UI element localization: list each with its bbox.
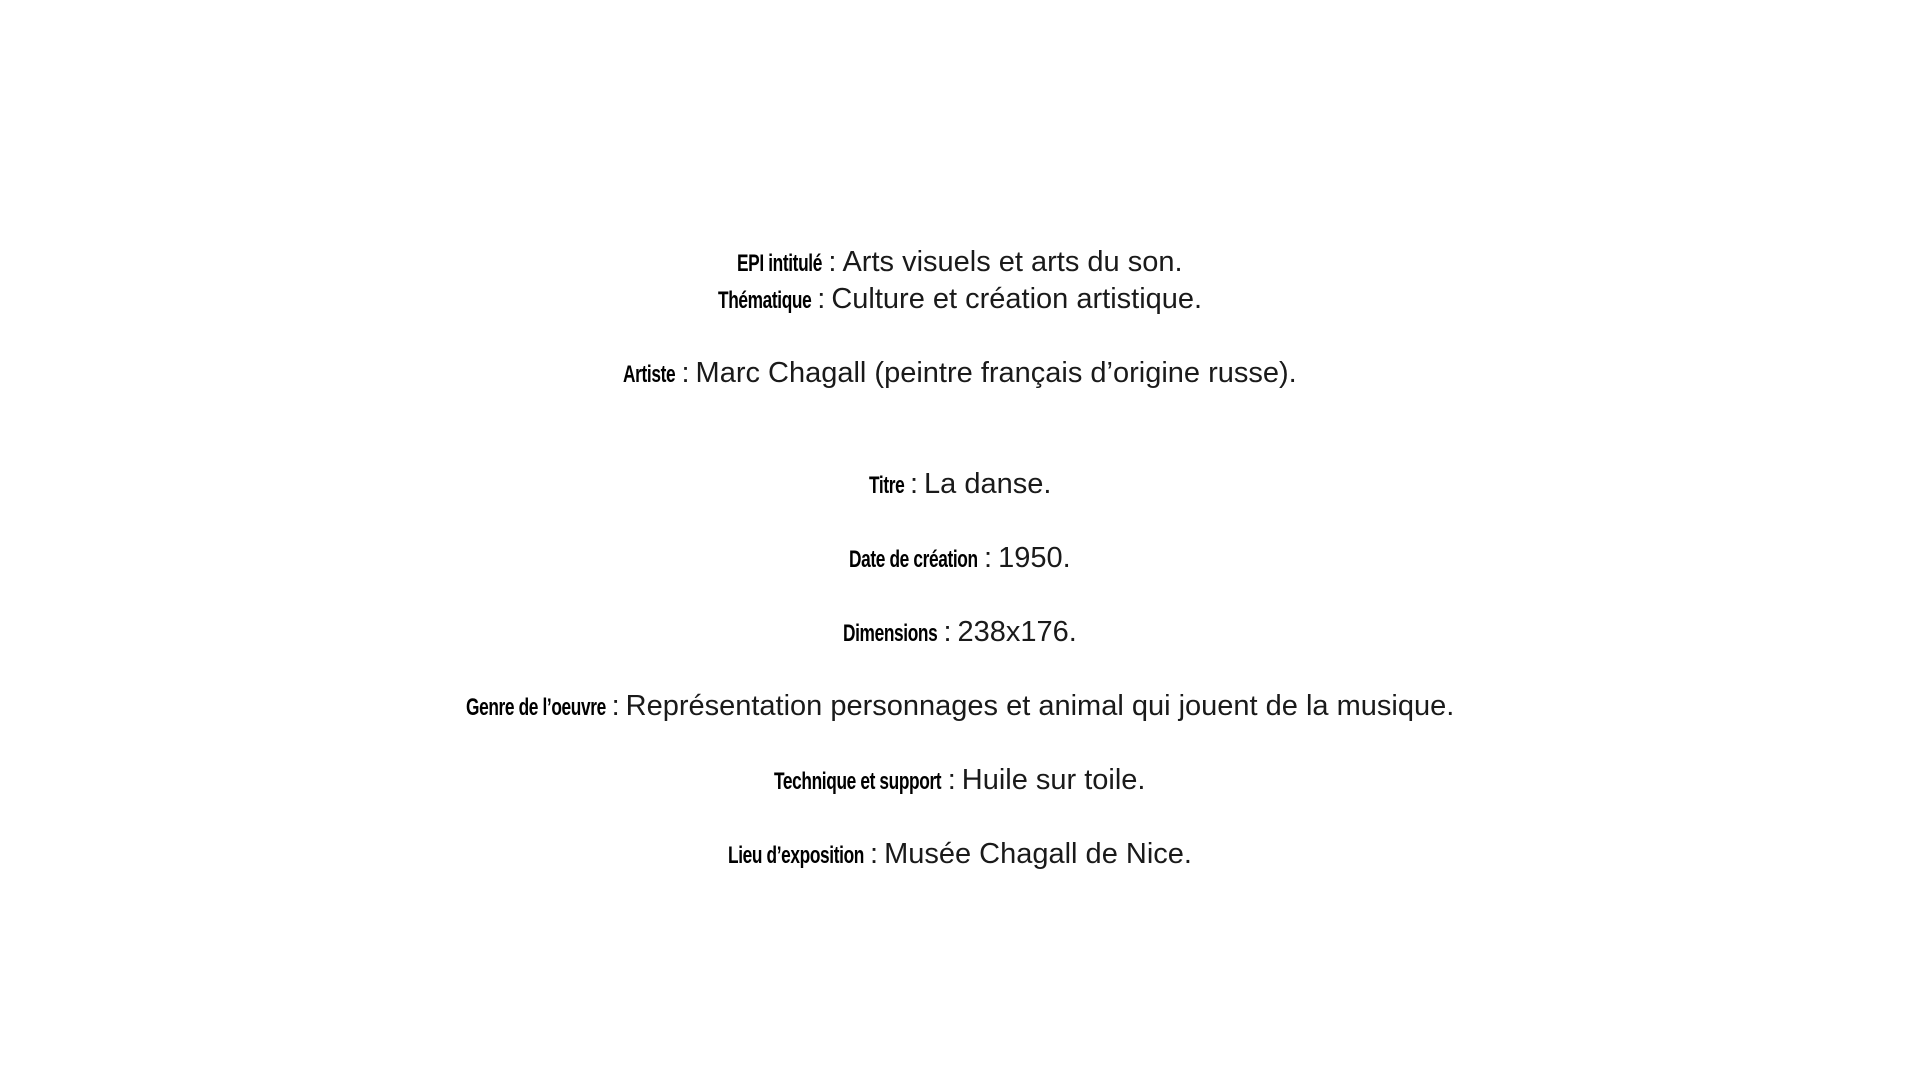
field-value: Musée Chagall de Nice. [884, 838, 1192, 870]
field-separator: : [828, 246, 837, 278]
field-lieu [0, 834, 1920, 874]
field-epi [0, 242, 1920, 282]
field-titre [0, 464, 1920, 504]
field-separator: : [817, 283, 826, 315]
field-label: Dimensions [843, 620, 938, 647]
field-value: Marc Chagall (peintre français d’origine russe). [695, 357, 1297, 389]
field-separator: : [947, 764, 956, 796]
field-separator: : [984, 542, 993, 574]
field-separator: : [909, 468, 918, 500]
field-label: EPI intitulé [737, 250, 823, 277]
field-separator: : [870, 838, 879, 870]
field-label: Titre [868, 472, 904, 499]
field-label: Genre de l’oeuvre [465, 694, 606, 721]
field-label: Thématique [717, 287, 812, 314]
field-separator: : [943, 616, 952, 648]
field-label: Date de création [849, 546, 979, 573]
field-dimensions [0, 612, 1920, 652]
field-value: 238x176. [957, 616, 1077, 648]
field-value: Huile sur toile. [961, 764, 1146, 796]
field-date [0, 538, 1920, 578]
field-thematique [0, 279, 1920, 319]
field-value: La danse. [924, 468, 1052, 500]
field-label: Technique et support [774, 768, 942, 795]
field-genre [0, 686, 1920, 726]
field-value: 1950. [998, 542, 1071, 574]
field-value: Arts visuels et arts du son. [842, 246, 1183, 278]
field-value: Culture et création artistique. [831, 283, 1203, 315]
field-separator: : [611, 690, 620, 722]
field-label: Artiste [623, 361, 676, 388]
field-artiste [0, 353, 1920, 393]
field-technique [0, 760, 1920, 800]
field-label: Lieu d’exposition [728, 842, 865, 869]
field-value: Représentation personnages et animal qui jouent de la musique. [625, 690, 1455, 722]
field-separator: : [681, 357, 690, 389]
